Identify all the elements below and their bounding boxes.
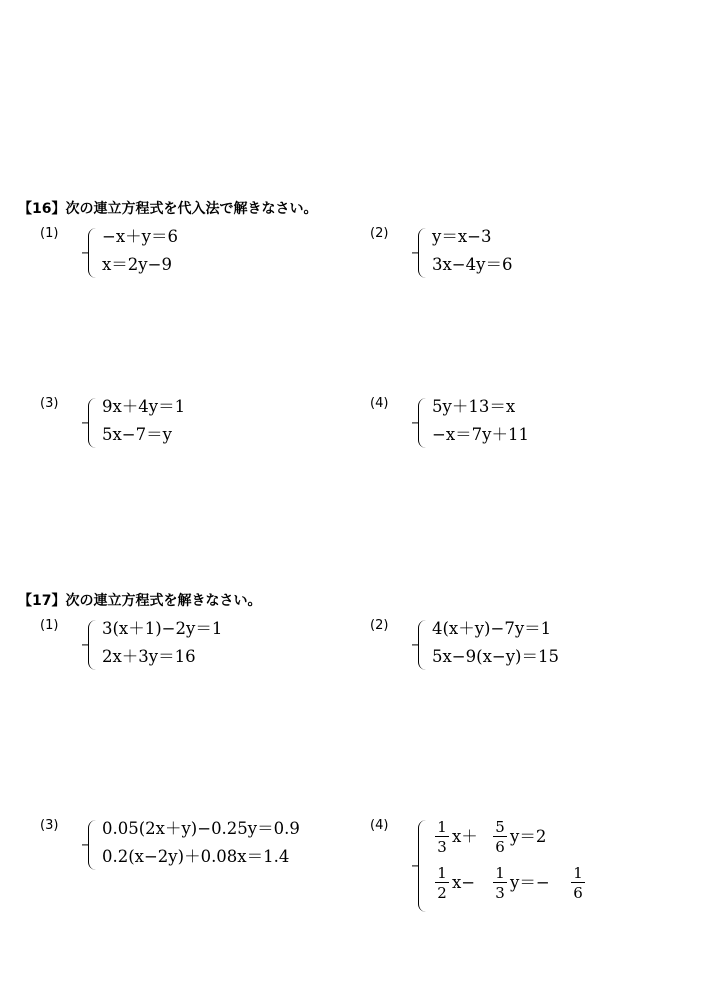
- brace-icon: [88, 820, 99, 870]
- section-17-title: 【17】次の連立方程式を解きなさい。: [18, 593, 262, 609]
- numerator: 1: [437, 818, 447, 836]
- fraction-equation-2: [434, 864, 654, 902]
- term: x−: [452, 873, 476, 892]
- problem-label: (1): [40, 618, 59, 633]
- problem-label: (1): [40, 226, 59, 241]
- problem-17-1: [40, 618, 340, 678]
- equation-2: 5x−7＝y: [102, 425, 172, 444]
- problem-label: (2): [370, 618, 389, 633]
- numerator: 1: [495, 864, 505, 882]
- numerator: 1: [573, 864, 583, 882]
- problem-label: (4): [370, 396, 389, 411]
- equation-2: 5x−9(x−y)＝15: [432, 647, 559, 666]
- equation-1: 5y＋13＝x: [432, 397, 516, 416]
- equation-2: 3x−4y＝6: [432, 255, 513, 274]
- problem-label: (3): [40, 818, 59, 833]
- problem-16-2: [370, 226, 670, 286]
- brace-icon: [418, 620, 429, 670]
- equation-1: 4(x＋y)−7y＝1: [432, 619, 552, 638]
- problem-label: (2): [370, 226, 389, 241]
- equation-1: 9x＋4y＝1: [102, 397, 186, 416]
- term: y＝−: [510, 873, 550, 892]
- equation-2: 2x＋3y＝16: [102, 647, 196, 666]
- term: x＋: [452, 827, 478, 846]
- denominator: 3: [437, 838, 447, 856]
- denominator: 2: [437, 884, 447, 902]
- denominator: 6: [573, 884, 583, 902]
- denominator: 3: [495, 884, 505, 902]
- numerator: 5: [495, 818, 505, 836]
- brace-icon: [418, 398, 429, 448]
- brace-icon: [88, 620, 99, 670]
- equation-1: y＝x−3: [432, 227, 492, 246]
- equation-1: 3(x＋1)−2y＝1: [102, 619, 223, 638]
- problem-17-3: [40, 818, 360, 878]
- equation-2: x＝2y−9: [102, 255, 172, 274]
- denominator: 6: [495, 838, 505, 856]
- problem-16-4: [370, 396, 670, 456]
- numerator: 1: [437, 864, 447, 882]
- problem-17-4: [370, 818, 690, 918]
- fraction-equation-1: [434, 818, 654, 856]
- equation-1: 0.05(2x＋y)−0.25y＝0.9: [102, 819, 300, 838]
- equation-2: 0.2(x−2y)＋0.08x＝1.4: [102, 847, 290, 866]
- problem-17-2: [370, 618, 690, 678]
- term: y＝2: [510, 827, 547, 846]
- equation-1: −x＋y＝6: [102, 227, 178, 246]
- brace-icon: [418, 228, 429, 278]
- problem-label: (4): [370, 818, 389, 833]
- brace-icon: [418, 820, 429, 912]
- problem-label: (3): [40, 396, 59, 411]
- problem-16-3: [40, 396, 340, 456]
- brace-icon: [88, 228, 99, 278]
- section-16-title: 【16】次の連立方程式を代入法で解きなさい。: [18, 201, 318, 217]
- brace-icon: [88, 398, 99, 448]
- problem-16-1: [40, 226, 340, 286]
- equation-2: −x＝7y＋11: [432, 425, 529, 444]
